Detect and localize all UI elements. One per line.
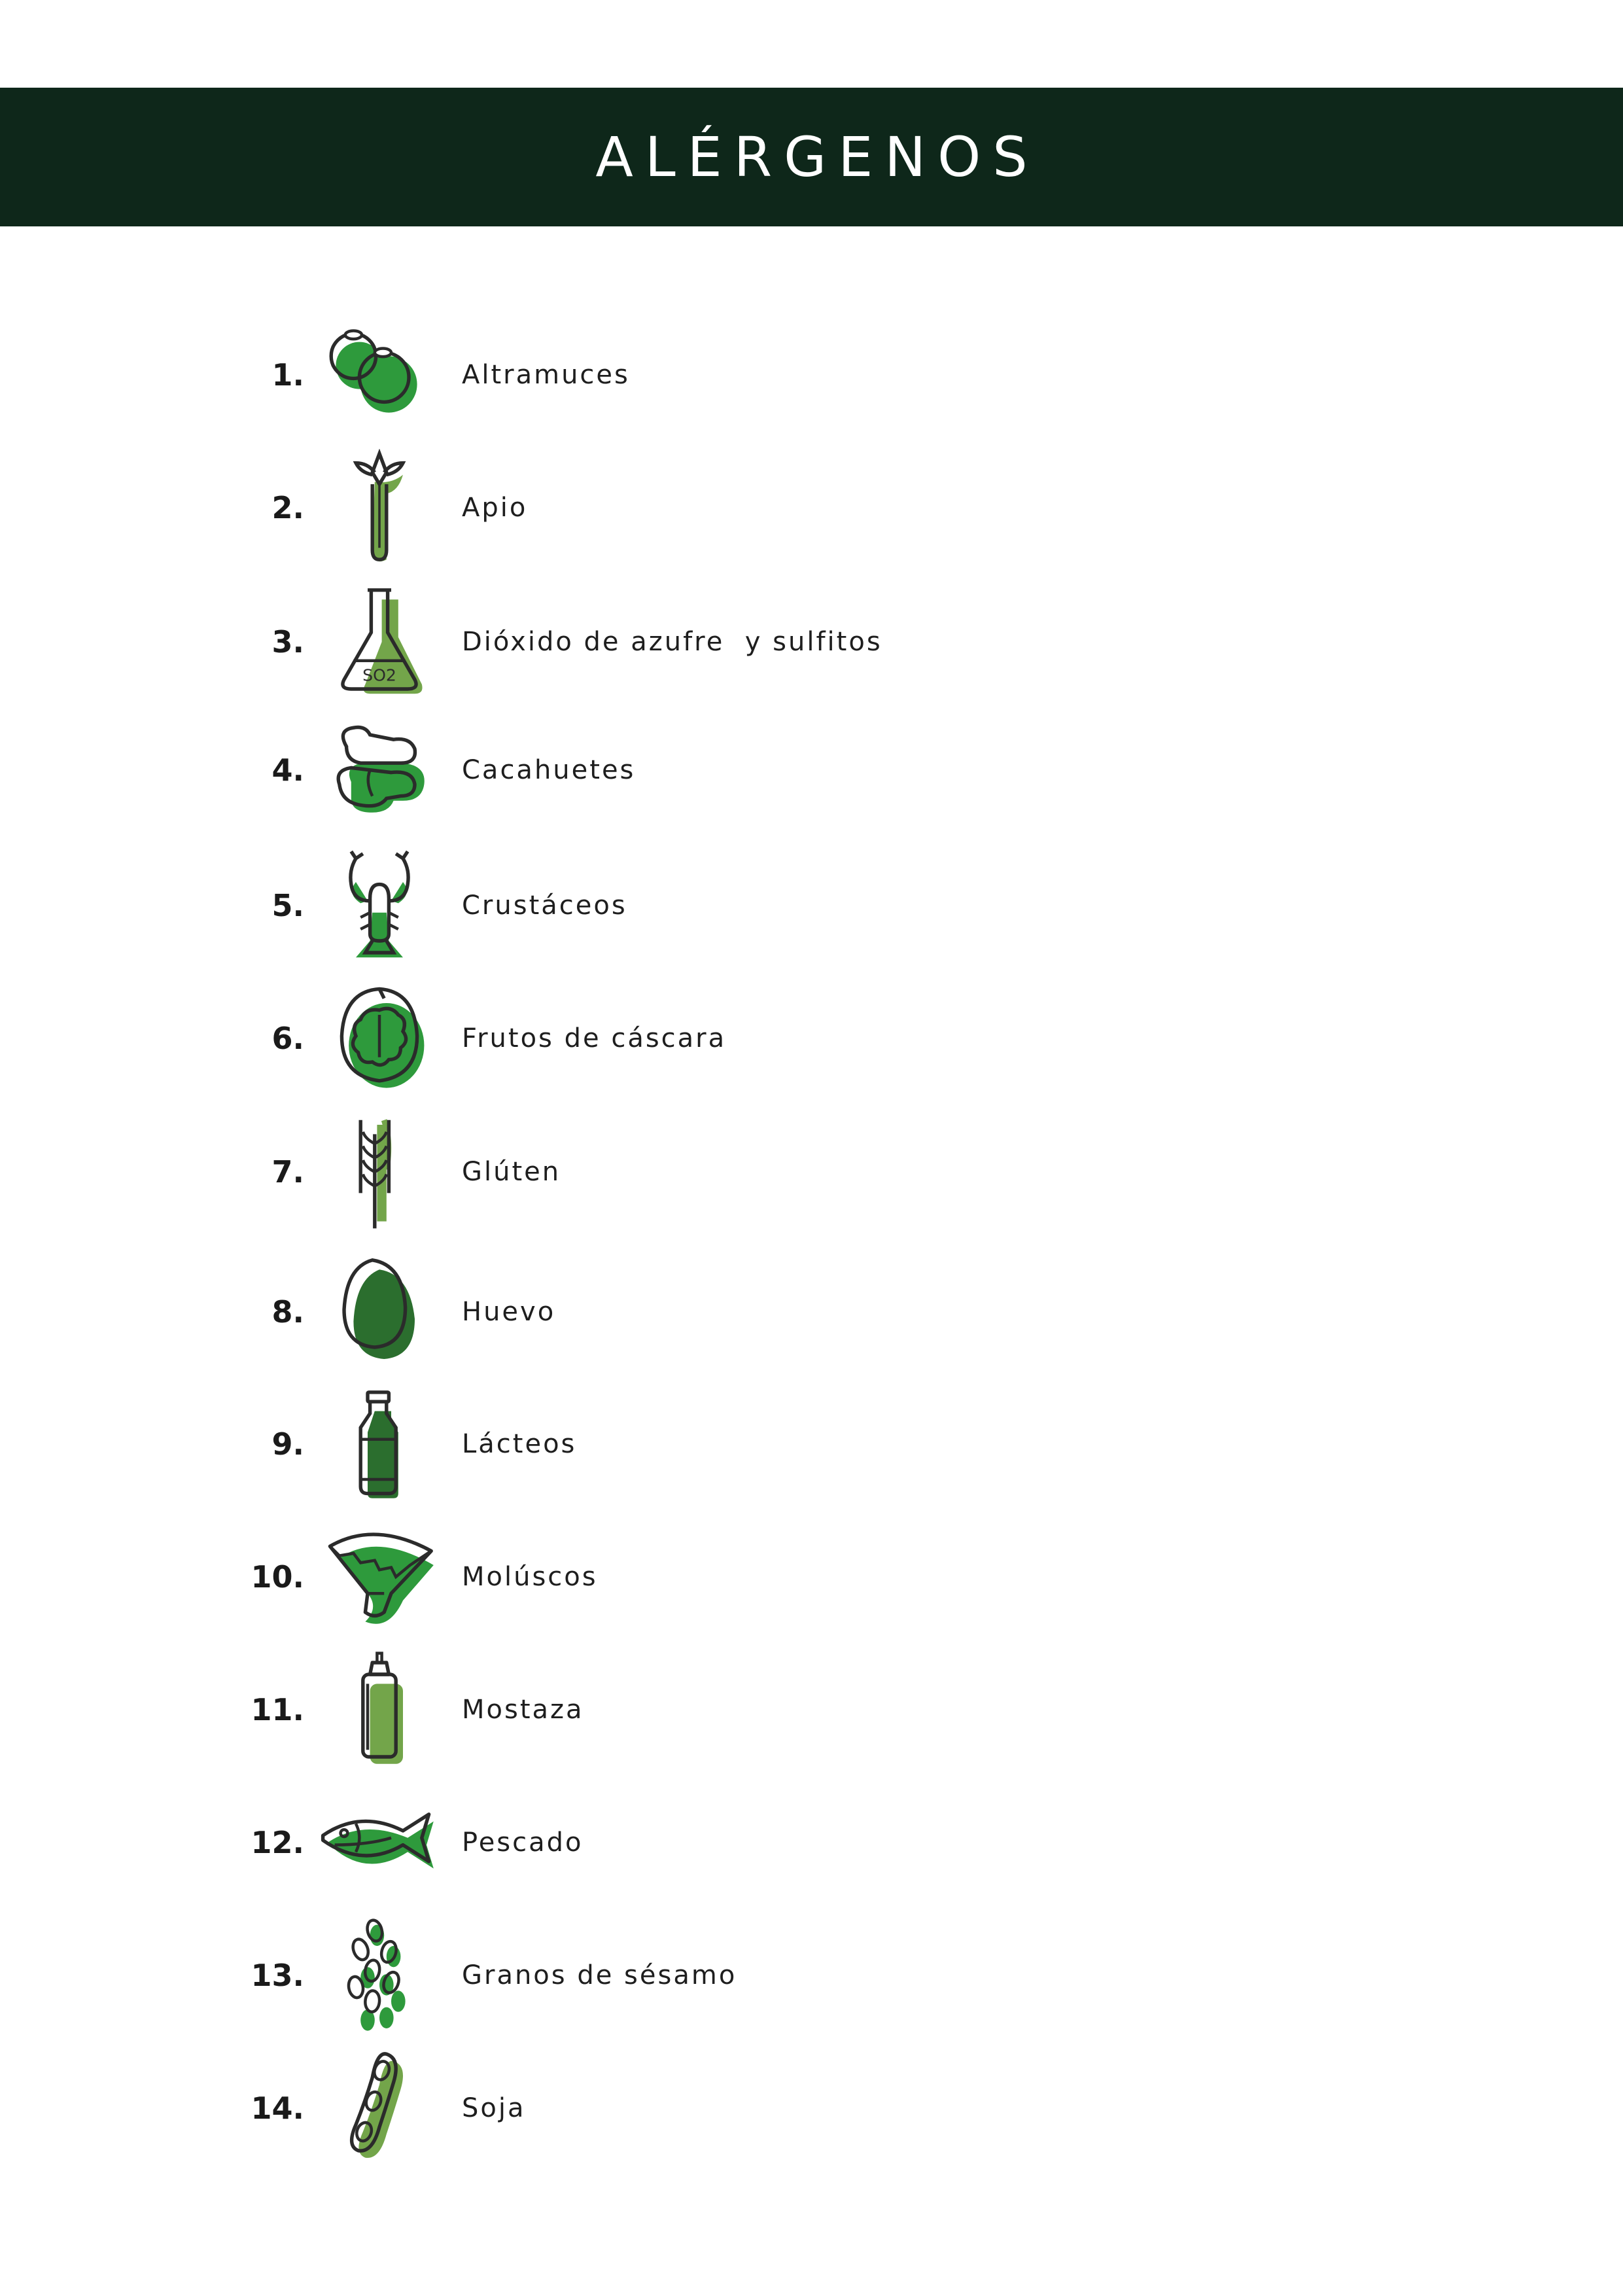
item-number: 7. [271,1154,304,1190]
sesame-icon [321,1916,438,2034]
page-title: ALÉRGENOS [595,125,1039,189]
allergen-item-crustaceos [0,843,1623,968]
allergen-label: Soja [462,2093,526,2123]
allergen-label: Frutos de cáscara [462,1023,727,1053]
item-number: 6. [271,1021,304,1056]
allergen-label: Glúten [462,1157,561,1187]
allergen-item-pescado [0,1780,1623,1905]
allergen-item-frutos-de-cascara [0,976,1623,1101]
item-number: 3. [271,624,304,660]
item-number: 9. [271,1426,304,1462]
allergen-label: Dióxido de azufre y sulfitos [462,627,882,657]
allergen-label: Lácteos [462,1429,577,1459]
item-number: 8. [271,1294,304,1330]
allergen-item-sesamo [0,1913,1623,2038]
allergen-label: Altramuces [462,360,630,390]
allergen-item-soja [0,2046,1623,2170]
item-number: 4. [271,752,304,788]
flask-formula-text: SO2 [362,665,396,685]
allergen-label: Molúscos [462,1562,598,1592]
milk-bottle-icon [321,1385,438,1503]
allergen-label: Huevo [462,1297,556,1327]
celery-icon [321,449,438,567]
allergen-label: Crustáceos [462,891,627,921]
mollusc-shell-icon [321,1518,438,1636]
allergen-item-apio [0,446,1623,570]
allergen-label: Apio [462,493,528,523]
peanut-icon [321,711,438,829]
item-number: 13. [251,1958,304,1993]
allergen-item-gluten [0,1110,1623,1234]
item-number: 5. [271,888,304,923]
allergen-label: Mostaza [462,1695,584,1725]
item-number: 10. [251,1559,304,1595]
allergen-item-mostaza [0,1648,1623,1772]
item-number: 2. [271,490,304,525]
crustacean-icon [321,847,438,964]
item-number: 12. [251,1825,304,1860]
allergen-item-altramuces [0,313,1623,437]
allergen-item-huevo [0,1250,1623,1374]
fish-icon [321,1784,438,1901]
allergen-item-lacteos [0,1382,1623,1506]
item-number: 11. [251,1692,304,1727]
mustard-bottle-icon [321,1651,438,1769]
lupin-icon [321,316,438,434]
allergen-item-cacahuetes [0,708,1623,832]
allergen-label: Pescado [462,1828,584,1858]
item-number: 1. [271,357,304,393]
egg-icon [321,1253,438,1371]
allergen-label: Granos de sésamo [462,1960,737,1990]
nut-icon [321,980,438,1097]
soy-icon [321,2049,438,2167]
allergen-label: Cacahuetes [462,755,636,785]
item-number: 14. [251,2091,304,2126]
wheat-icon [321,1113,438,1231]
allergen-item-sulfitos [0,580,1623,704]
allergen-item-moluscos [0,1515,1623,1639]
sulphite-flask-icon [321,583,438,701]
